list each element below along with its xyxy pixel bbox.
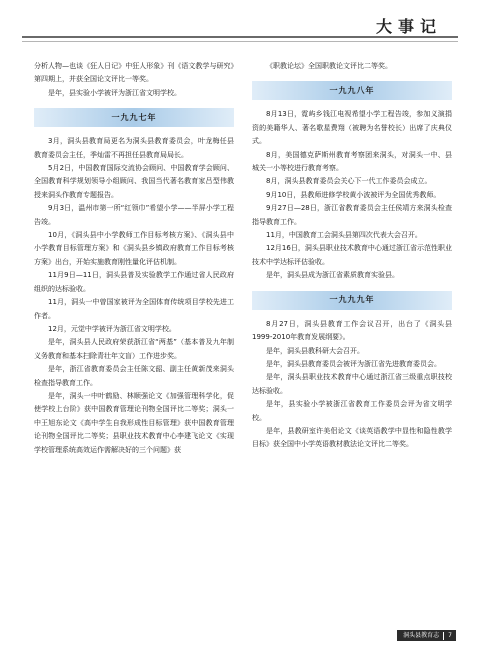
event-paragraph: 是年，洞头一中叶鹤励、林顺强论文《加强管理科学化，促使学校上台阶》获中国教育管理论刊物全国评比二等奖；洞头一中王旭东论文《高中学生自我形成性目标管理》获中国教育管理论刊物全国评比二等奖；县职业技术教育中心李建飞论文《实现学校管理系统高效运作需解决好的三个问题》获	[34, 391, 234, 454]
page-header-title: 大事记	[375, 17, 442, 36]
footer-separator	[443, 632, 444, 640]
event-paragraph: 11月，洞头一中曾国家被评为全国体育传统项目学校先进工作者。	[34, 298, 234, 320]
event-paragraph: 8月，美国德克萨斯州教育考察团来洞头，对洞头一中、县城关一小等校进行教育考察。	[252, 150, 452, 173]
event-paragraph: 12月16日，洞头县职业技术教育中心通过浙江省示范性职业技术中学达标评估验收。	[252, 244, 452, 266]
year-heading-band	[34, 108, 234, 127]
event-paragraph: 是年，洞头县成为浙江省素质教育实验县。	[266, 271, 399, 280]
event-paragraph: 是年，县实验小学被浙江省教育工作委员会评为省文明学校。	[252, 400, 452, 422]
event-paragraph: 12月，元觉中学被评为浙江省文明学校。	[48, 324, 176, 333]
footer-book-name: 洞头县教育志	[403, 632, 440, 639]
event-paragraph: 9月10日，县教师进修学校黄小波被评为全国优秀教师。	[266, 190, 441, 199]
left-column	[34, 60, 234, 457]
event-paragraph: 是年，浙江省教育委员会主任陈文韶、副主任黄新茂来洞头检查指导教育工作。	[34, 365, 234, 387]
header-rule	[22, 36, 458, 38]
event-paragraph: 是年，洞头县职业技术教育中心通过浙江省三级重点职技校达标验收。	[252, 373, 452, 395]
event-paragraph: 《职教论坛》全国职教论文评比二等奖。	[266, 62, 392, 70]
event-paragraph: 是年，县实验小学被评为浙江省文明学校。	[48, 88, 181, 97]
event-paragraph: 8月13日，霓屿乡钱江电视希望小学工程告竣，参加义演捐资的美籍华人、著名歌星费翔（被聘为名誉校长）出席了庆典仪式。	[252, 110, 452, 146]
year-heading: 一九九九年	[329, 295, 375, 305]
event-paragraph: 是年，洞头县教育委员会被评为浙江省先进教育委员会。	[266, 359, 441, 368]
header-rule-thin	[22, 41, 458, 42]
event-paragraph: 是年，洞头县人民政府荣获浙江省“两基”（基本普及九年制义务教育和基本扫除青壮年文盲）工作进步奖。	[34, 338, 234, 360]
year-heading: 一九九七年	[111, 113, 157, 123]
event-paragraph: 9月27日—28日，浙江省教育委员会主任侯靖方来洞头检查指导教育工作。	[252, 204, 452, 226]
page-footer	[397, 630, 456, 641]
event-paragraph: 10月，《洞头县中小学教师工作目标考核方案》、《洞头县中小学教育目标管理方案》和《洞头县乡镇政府教育工作目标考核方案》出台，开始实施教育刚性量化评估机制。	[34, 231, 234, 266]
event-paragraph: 3月，洞头县教育局更名为洞头县教育委员会，叶龙梅任县教育委员会主任，季灿雷不再担任县教育局局长。	[34, 137, 234, 159]
year-heading-band	[252, 81, 452, 100]
event-paragraph: 8月27日，洞头县教育工作会议召开，出台了《洞头县1999-2010年教育发展纲要》。	[252, 319, 452, 342]
year-heading-band	[252, 291, 452, 310]
event-paragraph: 8月，洞头县教育委员会关心下一代工作委员会成立。	[266, 177, 432, 186]
event-paragraph: 11月，中国教育工会洞头县第四次代表大会召开。	[266, 231, 422, 240]
event-paragraph: 11月9日—11日，洞头县普及实验教学工作通过省人民政府组织的达标验收。	[34, 271, 234, 293]
event-paragraph: 9月3日，温州市第一所“红领巾”希望小学——半屏小学工程告竣。	[34, 204, 234, 226]
event-paragraph: 是年，县教研室许美侣论文《谈英语教学中显性和隐性教学目标》获全国中小学英语教材教法论文评比二等奖。	[252, 426, 452, 449]
event-paragraph: 5月2日，中国教育国际交流协会顾问、中国教育学会顾问、全国教育科学规划领导小组顾问、我国当代著名教育家吕型伟教授来洞头作教育专题报告。	[34, 164, 234, 199]
right-column	[252, 60, 452, 452]
event-paragraph: 是年，洞头县教科研大会召开。	[266, 346, 364, 355]
event-paragraph: 分析人物—也谈《狂人日记》中狂人形象》刊《语文教学与研究》第四期上，并获全国论文评比一等奖。	[34, 62, 234, 84]
page-number: 7	[448, 632, 452, 639]
year-heading: 一九九八年	[329, 86, 375, 96]
